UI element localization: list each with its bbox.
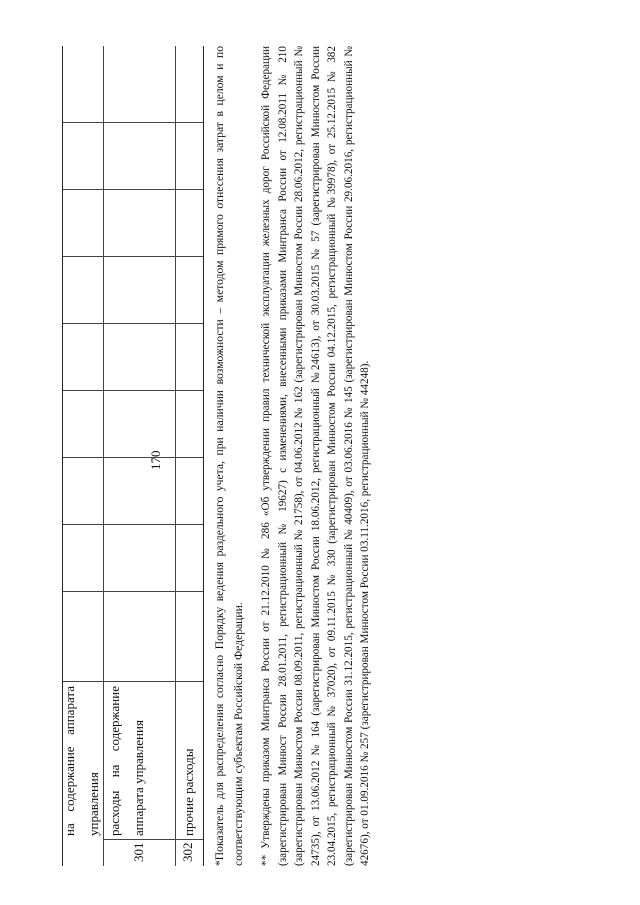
column-divider (103, 839, 203, 840)
footnotes (210, 46, 384, 866)
column-divider (63, 390, 203, 391)
footnote-2: ** Утверждены приказом Минтранса России от 21.12.2010 № 286 «Об утверждении правил технической эксплуатации железных дорог Российской Федерации (зарегистрирован Минюст России 28.01.2011, регистрационный № 19627) с изменениями, внесенными приказами Минтранса России от 12.08.2011 № 210 (зарегистрирован Минюстом России 08.09.2011, регистрационный № 21758), от 04.06.2012 № 162 (зарегистрирован Минюстом России 28.06.2012, регистрационный № 24735), от 13.06.2012 № 164 (зарегистрирован Минюстом России 18.06.2012, регистрационный №24613), от 30.03.2015 № 57 (зарегистрирован Минюстом России 23.04.2015, регистрационный № 37020), от 09.11.2015 № 330 (зарегистрирован Минюстом России 04.12.2015, регистрационный №39978), от 25.12.2015 № 382 (зарегистрирован Минюстом России 31.12.2015, регистрационный № 40409), от 03.06.2016 № 145 (зарегистрирован Минюстом России 29.06.2016, регистрационный № 42676), от 01.09.2016 № 257 (зарегистрирован Минюстом России 03.11.2016, регистрационный № 44248). (260, 46, 371, 866)
table-row (103, 46, 176, 866)
row-label: прочие расходы (181, 748, 196, 836)
row-label: на содержание аппарата управления (62, 686, 101, 836)
column-divider (63, 591, 203, 592)
expense-table (62, 46, 204, 866)
column-divider (63, 681, 203, 682)
row-label: расходы на содержание аппарата управления (107, 686, 146, 836)
column-divider (63, 189, 203, 190)
column-divider (63, 122, 203, 123)
column-divider (63, 323, 203, 324)
column-divider (63, 457, 203, 458)
column-divider (63, 524, 203, 525)
rotated-content (4, 40, 374, 880)
row-number: 302 (180, 842, 195, 862)
row-number: 301 (131, 842, 146, 862)
table-row (63, 46, 104, 866)
table-row (175, 46, 203, 866)
page-number: 170 (148, 450, 163, 470)
column-divider (63, 256, 203, 257)
footnote-1: *Показатель для распределения согласно Порядку ведения раздельного учета, при наличии возможности – методом прямого отнесения затрат в целом и по соответствующим субъектам Российской Федерации. (213, 46, 245, 866)
